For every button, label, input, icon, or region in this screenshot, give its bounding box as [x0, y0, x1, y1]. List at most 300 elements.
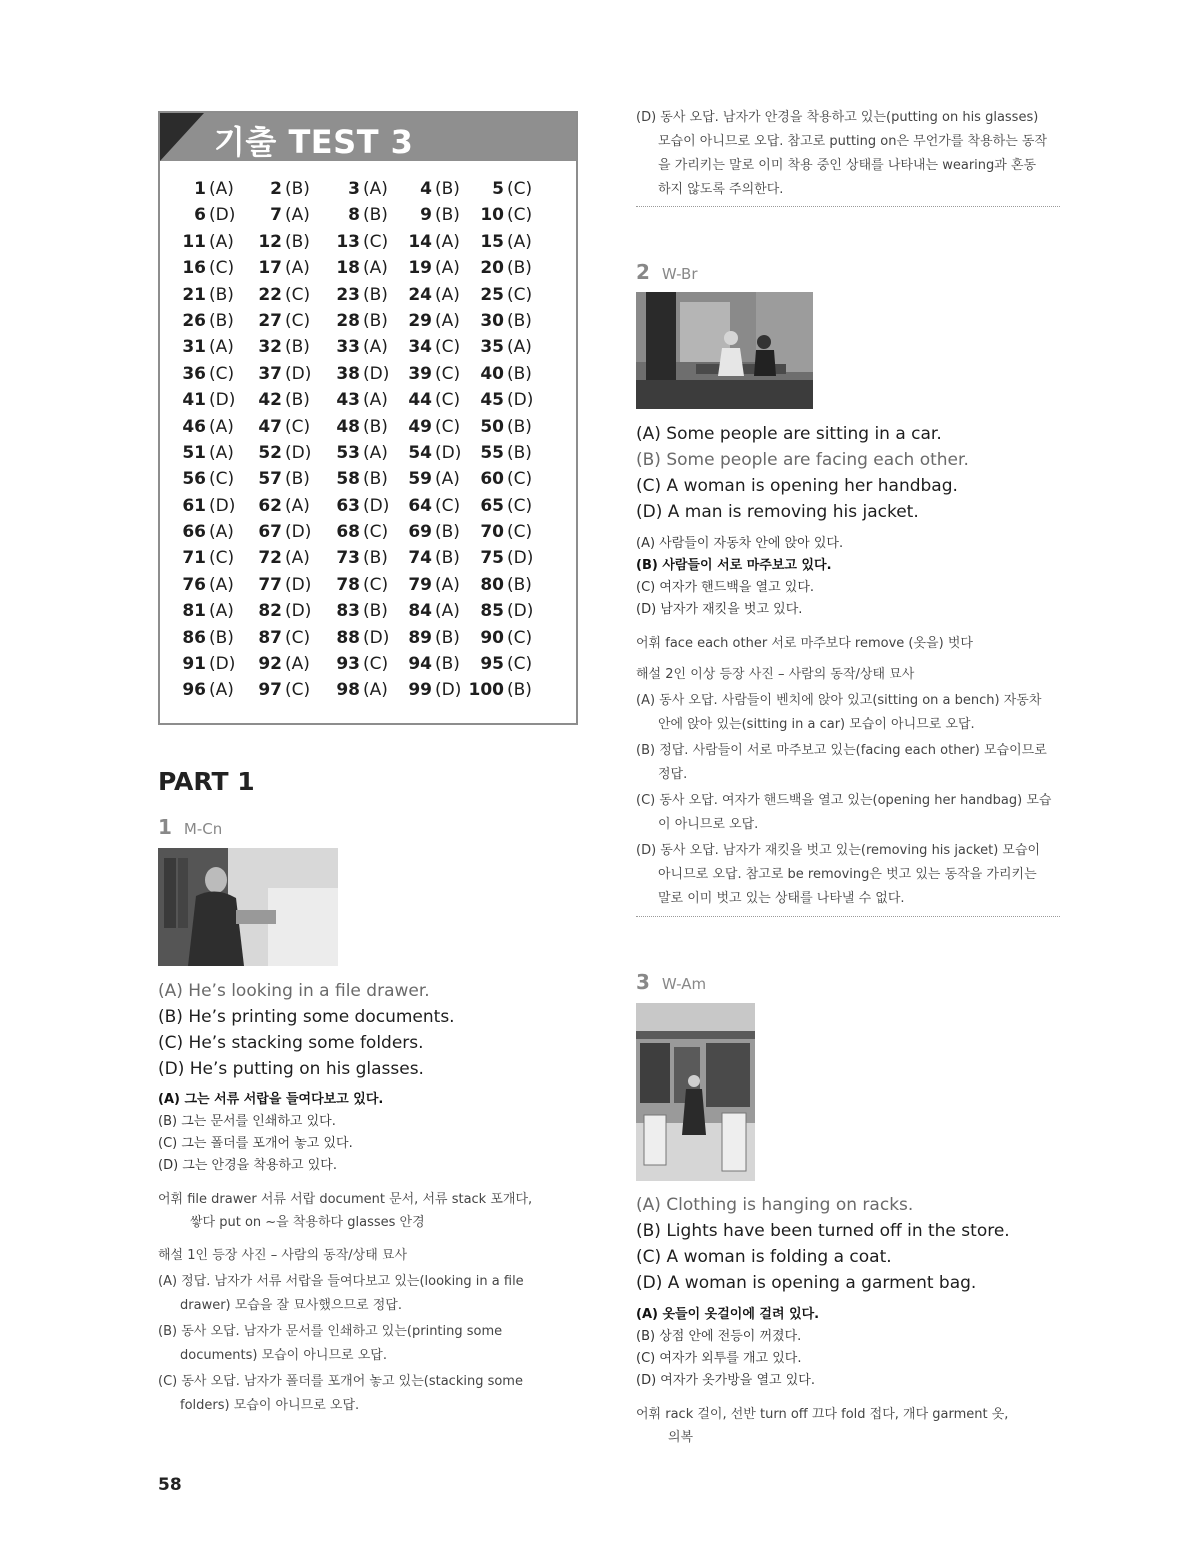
answer-choice: (D) — [209, 205, 236, 226]
answer-choice: (A) — [209, 416, 234, 437]
question-number: 95 — [480, 654, 504, 675]
answer-key-cell — [236, 311, 310, 331]
answer-key-cell — [160, 417, 234, 437]
answer-key-row — [160, 364, 576, 390]
answer-key-cell — [386, 469, 460, 489]
answer-choice: (D) — [209, 495, 236, 516]
answer-choice: (D) — [209, 390, 236, 411]
answer-choice: (C) — [363, 231, 389, 252]
question-number: 5 — [492, 179, 504, 199]
question-number: 28 — [336, 310, 360, 331]
q3-option-c: (C) A woman is folding a coat. — [636, 1247, 892, 1267]
question-number: 74 — [408, 548, 432, 569]
answer-key-cell — [160, 337, 234, 357]
q3-translation-c: (C) 여자가 외투를 개고 있다. — [636, 1351, 802, 1366]
q1-option-a: (A) He’s looking in a file drawer. — [158, 981, 430, 1001]
q3-option-d: (D) A woman is opening a garment bag. — [636, 1273, 977, 1293]
answer-key-cell — [160, 232, 234, 252]
answer-key-cell — [314, 311, 388, 331]
answer-choice: (A) — [363, 337, 388, 358]
question-number: 68 — [336, 522, 360, 543]
answer-key-cell — [314, 390, 388, 410]
answer-choice: (D) — [285, 522, 312, 543]
answer-key-cell — [236, 575, 311, 595]
answer-key-row — [160, 443, 576, 469]
answer-choice: (A) — [285, 495, 310, 516]
answer-key-cell — [314, 179, 388, 199]
answer-choice: (C) — [285, 310, 311, 331]
answer-key-cell — [236, 628, 310, 648]
answer-key-cell — [458, 179, 532, 199]
answer-key-cell — [314, 575, 388, 595]
answer-choice: (A) — [435, 310, 460, 331]
answer-key-cell — [314, 337, 388, 357]
answer-choice: (D) — [285, 574, 312, 595]
question-number: 33 — [336, 337, 360, 358]
q3-translation-b: (B) 상점 안에 전등이 꺼졌다. — [636, 1329, 802, 1344]
answer-key-cell — [458, 337, 532, 357]
answer-key-cell — [236, 601, 311, 621]
expl-line: 말로 이미 벗고 있는 상태를 나타낼 수 없다. — [658, 891, 905, 906]
answer-choice: (C) — [435, 495, 461, 516]
answer-key-row — [160, 654, 576, 680]
answer-choice: (B) — [285, 337, 310, 358]
q2-photo — [636, 292, 813, 409]
q3-speaker: W-Am — [661, 975, 707, 993]
answer-choice: (C) — [209, 548, 235, 569]
q3-translation-a: (A) 옷들이 옷걸이에 걸려 있다. — [636, 1307, 820, 1322]
q1-translations — [158, 1089, 383, 1177]
question-number: 15 — [480, 231, 504, 252]
answer-choice: (C) — [507, 469, 533, 490]
q2-header — [636, 260, 697, 284]
answer-key-row — [160, 417, 576, 443]
q1-option-d: (D) He’s putting on his glasses. — [158, 1059, 424, 1079]
answer-key-cell — [314, 548, 388, 568]
answer-choice: (A) — [209, 574, 234, 595]
answer-key-cell — [458, 548, 533, 568]
expl-line: 안에 앉아 있는(sitting in a car) 모습이 아니므로 오답. — [658, 717, 975, 732]
q3-photo — [636, 1003, 755, 1181]
answer-key-cell — [314, 258, 388, 278]
answer-choice: (C) — [435, 390, 461, 411]
question-number: 32 — [258, 337, 282, 358]
answer-choice: (C) — [285, 680, 311, 701]
answer-choice: (B) — [285, 179, 310, 199]
q2-vocab: 어휘 face each other 서로 마주보다 remove (옷을) 벗다 — [636, 636, 973, 651]
answer-choice: (A) — [363, 179, 388, 199]
question-number: 42 — [258, 390, 282, 411]
answer-choice: (A) — [209, 231, 234, 252]
answer-key-cell — [314, 443, 388, 463]
answer-key-cell — [386, 680, 461, 700]
question-number: 67 — [258, 522, 282, 543]
question-number: 2 — [270, 179, 282, 199]
question-number: 4 — [420, 179, 432, 199]
answer-key-cell — [386, 390, 460, 410]
question-number: 13 — [336, 231, 360, 252]
answer-key-cell — [458, 390, 533, 410]
expl-line: 이 아니므로 오답. — [658, 817, 759, 832]
expl-line: 하지 않도록 주의한다. — [658, 182, 784, 197]
answer-key-row — [160, 311, 576, 337]
part-title: PART 1 — [158, 767, 255, 796]
answer-choice: (C) — [285, 627, 311, 648]
answer-key-cell — [314, 205, 388, 225]
q1-explanation-heading: 해설 1인 등장 사진 – 사람의 동작/상태 묘사 — [158, 1248, 408, 1263]
answer-choice: (A) — [285, 548, 310, 569]
answer-choice: (C) — [507, 654, 533, 675]
q1-vocab-line: 쌓다 put on ~을 착용하다 glasses 안경 — [190, 1215, 425, 1230]
question-number: 48 — [336, 416, 360, 437]
question-number: 91 — [182, 654, 206, 675]
q1-header — [158, 815, 222, 839]
answer-key-cell — [458, 654, 532, 674]
answer-key-cell — [458, 628, 532, 648]
question-number: 77 — [258, 574, 282, 595]
q1-options — [158, 978, 455, 1082]
answer-choice: (D) — [285, 363, 312, 384]
answer-key-cell — [386, 232, 460, 252]
question-number: 89 — [408, 627, 432, 648]
q2-translation-a: (A) 사람들이 자동차 안에 앉아 있다. — [636, 536, 844, 551]
q1-expl-c — [158, 1370, 588, 1418]
answer-key-cell — [236, 680, 310, 700]
q3-options — [636, 1192, 1010, 1296]
answer-key-cell — [160, 680, 234, 700]
answer-key-cell — [160, 548, 234, 568]
question-number: 55 — [480, 442, 504, 463]
answer-key-cell — [160, 522, 234, 542]
q2-option-c: (C) A woman is opening her handbag. — [636, 476, 958, 496]
answer-choice: (C) — [507, 205, 533, 226]
question-number: 19 — [408, 258, 432, 279]
q1-option-b: (B) He’s printing some documents. — [158, 1007, 455, 1027]
answer-key-cell — [458, 311, 532, 331]
expl-line: 아니므로 오답. 참고로 be removing은 벗고 있는 동작을 가리키는 — [658, 867, 1037, 882]
answer-choice: (D) — [435, 680, 462, 701]
answer-choice: (B) — [507, 363, 532, 384]
q1-option-c: (C) He’s stacking some folders. — [158, 1033, 424, 1053]
answer-key-cell — [160, 601, 234, 621]
answer-key-cell — [160, 628, 234, 648]
question-number: 29 — [408, 310, 432, 331]
answer-choice: (C) — [507, 179, 533, 199]
answer-key-cell — [458, 522, 532, 542]
question-number: 16 — [182, 258, 206, 279]
answer-key-cell — [386, 575, 460, 595]
question-number: 44 — [408, 390, 432, 411]
answer-key-cell — [160, 311, 234, 331]
q2-options — [636, 421, 969, 525]
expl-line: folders) 모습이 아니므로 오답. — [180, 1398, 360, 1413]
answer-choice: (B) — [435, 179, 460, 199]
answer-key-cell — [236, 205, 310, 225]
expl-line: (A) 정답. 남자가 서류 서랍을 들여다보고 있는(looking in a file — [158, 1274, 524, 1289]
answer-choice: (C) — [435, 363, 461, 384]
question-number: 100 — [468, 680, 504, 701]
answer-key-cell — [160, 258, 234, 278]
question-number: 21 — [182, 284, 206, 305]
answer-choice: (C) — [363, 522, 389, 543]
answer-choice: (C) — [363, 574, 389, 595]
answer-choice: (C) — [209, 258, 235, 279]
answer-key-cell — [458, 575, 532, 595]
answer-key-row — [160, 469, 576, 495]
q1-expl-a — [158, 1270, 588, 1318]
answer-choice: (B) — [209, 627, 234, 648]
q1-expl-b — [158, 1320, 588, 1368]
answer-choice: (B) — [285, 231, 310, 252]
answer-choice: (A) — [209, 337, 234, 358]
answer-choice: (A) — [435, 258, 460, 279]
answer-key-cell — [458, 232, 532, 252]
question-number: 43 — [336, 390, 360, 411]
answer-choice: (A) — [363, 390, 388, 411]
answer-key-row — [160, 179, 576, 205]
question-number: 53 — [336, 442, 360, 463]
answer-key-cell — [160, 496, 235, 516]
answer-key-row — [160, 337, 576, 363]
expl-line: 정답. — [658, 767, 688, 782]
answer-choice: (B) — [363, 310, 388, 331]
q1-explanations — [158, 1270, 588, 1418]
answer-key-cell — [386, 337, 460, 357]
question-number: 90 — [480, 627, 504, 648]
question-number: 94 — [408, 654, 432, 675]
answer-choice: (D) — [363, 363, 390, 384]
question-number: 17 — [258, 258, 282, 279]
answer-key-cell — [236, 258, 310, 278]
question-number: 80 — [480, 574, 504, 595]
answer-key-header — [160, 113, 576, 161]
q3-vocab-line: 어휘 rack 걸이, 선반 turn off 끄다 fold 접다, 개다 garment 옷, — [636, 1407, 1009, 1422]
question-number: 27 — [258, 310, 282, 331]
answer-choice: (D) — [507, 390, 534, 411]
expl-line: (A) 동사 오답. 사람들이 벤치에 앉아 있고(sitting on a bench) 자동차 — [636, 693, 1042, 708]
answer-key-row — [160, 548, 576, 574]
answer-choice: (B) — [363, 601, 388, 622]
answer-choice: (C) — [435, 416, 461, 437]
question-number: 37 — [258, 363, 282, 384]
answer-choice: (A) — [209, 601, 234, 622]
question-number: 79 — [408, 574, 432, 595]
answer-key-row — [160, 628, 576, 654]
answer-choice: (B) — [435, 627, 460, 648]
answer-key-cell — [314, 680, 388, 700]
answer-key-cell — [314, 522, 388, 542]
expl-line: (B) 정답. 사람들이 서로 마주보고 있는(facing each other) 모습이므로 — [636, 743, 1047, 758]
answer-choice: (B) — [363, 548, 388, 569]
answer-choice: (C) — [209, 469, 235, 490]
answer-key-cell — [236, 496, 310, 516]
q2-translation-d: (D) 남자가 재킷을 벗고 있다. — [636, 602, 803, 617]
answer-choice: (B) — [435, 654, 460, 675]
answer-choice: (A) — [435, 284, 460, 305]
answer-choice: (B) — [363, 469, 388, 490]
answer-key-cell — [160, 364, 234, 384]
question-number: 59 — [408, 469, 432, 490]
question-number: 1 — [194, 179, 206, 199]
question-number: 71 — [182, 548, 206, 569]
answer-key-row — [160, 258, 576, 284]
q2-option-d: (D) A man is removing his jacket. — [636, 502, 919, 522]
answer-key-cell — [236, 337, 310, 357]
expl-line: (C) 동사 오답. 남자가 폴더를 포개어 놓고 있는(stacking some — [158, 1374, 523, 1389]
question-number: 70 — [480, 522, 504, 543]
answer-key-cell — [314, 417, 388, 437]
question-number: 84 — [408, 601, 432, 622]
question-number: 47 — [258, 416, 282, 437]
answer-key-cell — [236, 548, 310, 568]
answer-key-cell — [236, 522, 311, 542]
answer-key-cell — [160, 654, 235, 674]
answer-key-box — [158, 111, 578, 725]
q2-expl-a — [636, 689, 1066, 737]
question-number: 54 — [408, 442, 432, 463]
expl-line: (D) 동사 오답. 남자가 재킷을 벗고 있는(removing his jacket) 모습이 — [636, 843, 1041, 858]
answer-key-cell — [160, 575, 234, 595]
q3-option-b: (B) Lights have been turned off in the store. — [636, 1221, 1010, 1241]
question-number: 10 — [480, 205, 504, 226]
answer-key-cell — [458, 205, 532, 225]
question-number: 97 — [258, 680, 282, 701]
answer-choice: (A) — [285, 654, 310, 675]
answer-choice: (A) — [209, 680, 234, 701]
answer-key-cell — [160, 179, 234, 199]
answer-key-cell — [236, 417, 310, 437]
question-number: 26 — [182, 310, 206, 331]
question-number: 92 — [258, 654, 282, 675]
question-number: 49 — [408, 416, 432, 437]
answer-choice: (D) — [285, 442, 312, 463]
answer-key-row — [160, 390, 576, 416]
answer-key-grid — [160, 179, 576, 707]
question-number: 56 — [182, 469, 206, 490]
answer-choice: (A) — [285, 205, 310, 226]
question-number: 96 — [182, 680, 206, 701]
answer-key-cell — [458, 285, 532, 305]
q1-number: 1 — [158, 815, 172, 839]
answer-key-cell — [160, 469, 234, 489]
answer-choice: (B) — [507, 258, 532, 279]
question-number: 18 — [336, 258, 360, 279]
answer-choice: (C) — [507, 627, 533, 648]
question-number: 46 — [182, 416, 206, 437]
answer-choice: (C) — [507, 495, 533, 516]
answer-choice: (C) — [507, 522, 533, 543]
answer-choice: (B) — [285, 469, 310, 490]
question-number: 62 — [258, 495, 282, 516]
answer-key-cell — [386, 258, 460, 278]
question-number: 99 — [408, 680, 432, 701]
question-number: 88 — [336, 627, 360, 648]
answer-key-cell — [386, 179, 460, 199]
answer-key-cell — [458, 417, 532, 437]
answer-key-cell — [386, 417, 460, 437]
answer-choice: (B) — [435, 205, 460, 226]
answer-key-row — [160, 496, 576, 522]
answer-choice: (B) — [507, 416, 532, 437]
question-number: 9 — [420, 205, 432, 226]
answer-choice: (B) — [209, 284, 234, 305]
answer-key-cell — [386, 548, 460, 568]
q2-explanations — [636, 689, 1066, 911]
answer-key-cell — [386, 443, 461, 463]
answer-key-cell — [314, 469, 388, 489]
question-number: 61 — [182, 495, 206, 516]
answer-key-cell — [236, 469, 310, 489]
answer-choice: (D) — [435, 442, 462, 463]
question-number: 72 — [258, 548, 282, 569]
answer-key-cell — [386, 601, 460, 621]
expl-line: (C) 동사 오답. 여자가 핸드백을 열고 있는(opening her handbag) 모습 — [636, 793, 1052, 808]
answer-key-cell — [236, 364, 311, 384]
question-number: 8 — [348, 205, 360, 226]
question-number: 7 — [270, 205, 282, 226]
answer-choice: (D) — [285, 601, 312, 622]
answer-choice: (C) — [285, 416, 311, 437]
answer-choice: (B) — [435, 522, 460, 543]
question-number: 85 — [480, 601, 504, 622]
question-number: 98 — [336, 680, 360, 701]
answer-choice: (C) — [285, 284, 311, 305]
question-number: 83 — [336, 601, 360, 622]
q2-expl-b — [636, 739, 1066, 787]
question-number: 73 — [336, 548, 360, 569]
answer-choice: (B) — [435, 548, 460, 569]
question-number: 51 — [182, 442, 206, 463]
q3-vocab — [636, 1403, 1066, 1449]
expl-line: documents) 모습이 아니므로 오답. — [180, 1348, 387, 1363]
question-number: 30 — [480, 310, 504, 331]
q3-number: 3 — [636, 970, 650, 994]
answer-key-cell — [458, 443, 532, 463]
answer-key-cell — [458, 680, 532, 700]
q1-photo — [158, 848, 338, 966]
q2-expl-c — [636, 789, 1066, 837]
q2-translation-c: (C) 여자가 핸드백을 열고 있다. — [636, 580, 815, 595]
question-number: 75 — [480, 548, 504, 569]
answer-key-cell — [386, 364, 460, 384]
question-number: 60 — [480, 469, 504, 490]
answer-key-cell — [314, 601, 388, 621]
answer-choice: (D) — [507, 601, 534, 622]
answer-key-cell — [236, 179, 310, 199]
answer-choice: (B) — [285, 390, 310, 411]
expl-line: (B) 동사 오답. 남자가 문서를 인쇄하고 있는(printing some — [158, 1324, 503, 1339]
answer-key-cell — [236, 232, 310, 252]
divider — [636, 206, 1060, 207]
answer-key-cell — [236, 390, 310, 410]
answer-choice: (A) — [435, 469, 460, 490]
expl-line: drawer) 모습을 잘 묘사했으므로 정답. — [180, 1298, 402, 1313]
q1-translation-d: (D) 그는 안경을 착용하고 있다. — [158, 1158, 337, 1173]
answer-key-cell — [386, 654, 460, 674]
answer-choice: (D) — [507, 548, 534, 569]
answer-choice: (D) — [363, 627, 390, 648]
question-number: 66 — [182, 522, 206, 543]
q2-expl-d — [636, 839, 1066, 911]
question-number: 63 — [336, 495, 360, 516]
answer-key-row — [160, 232, 576, 258]
question-number: 25 — [480, 284, 504, 305]
answer-key-row — [160, 205, 576, 231]
question-number: 39 — [408, 363, 432, 384]
q3-vocab-line: 의복 — [668, 1430, 694, 1445]
question-number: 31 — [182, 337, 206, 358]
answer-choice: (D) — [363, 495, 390, 516]
